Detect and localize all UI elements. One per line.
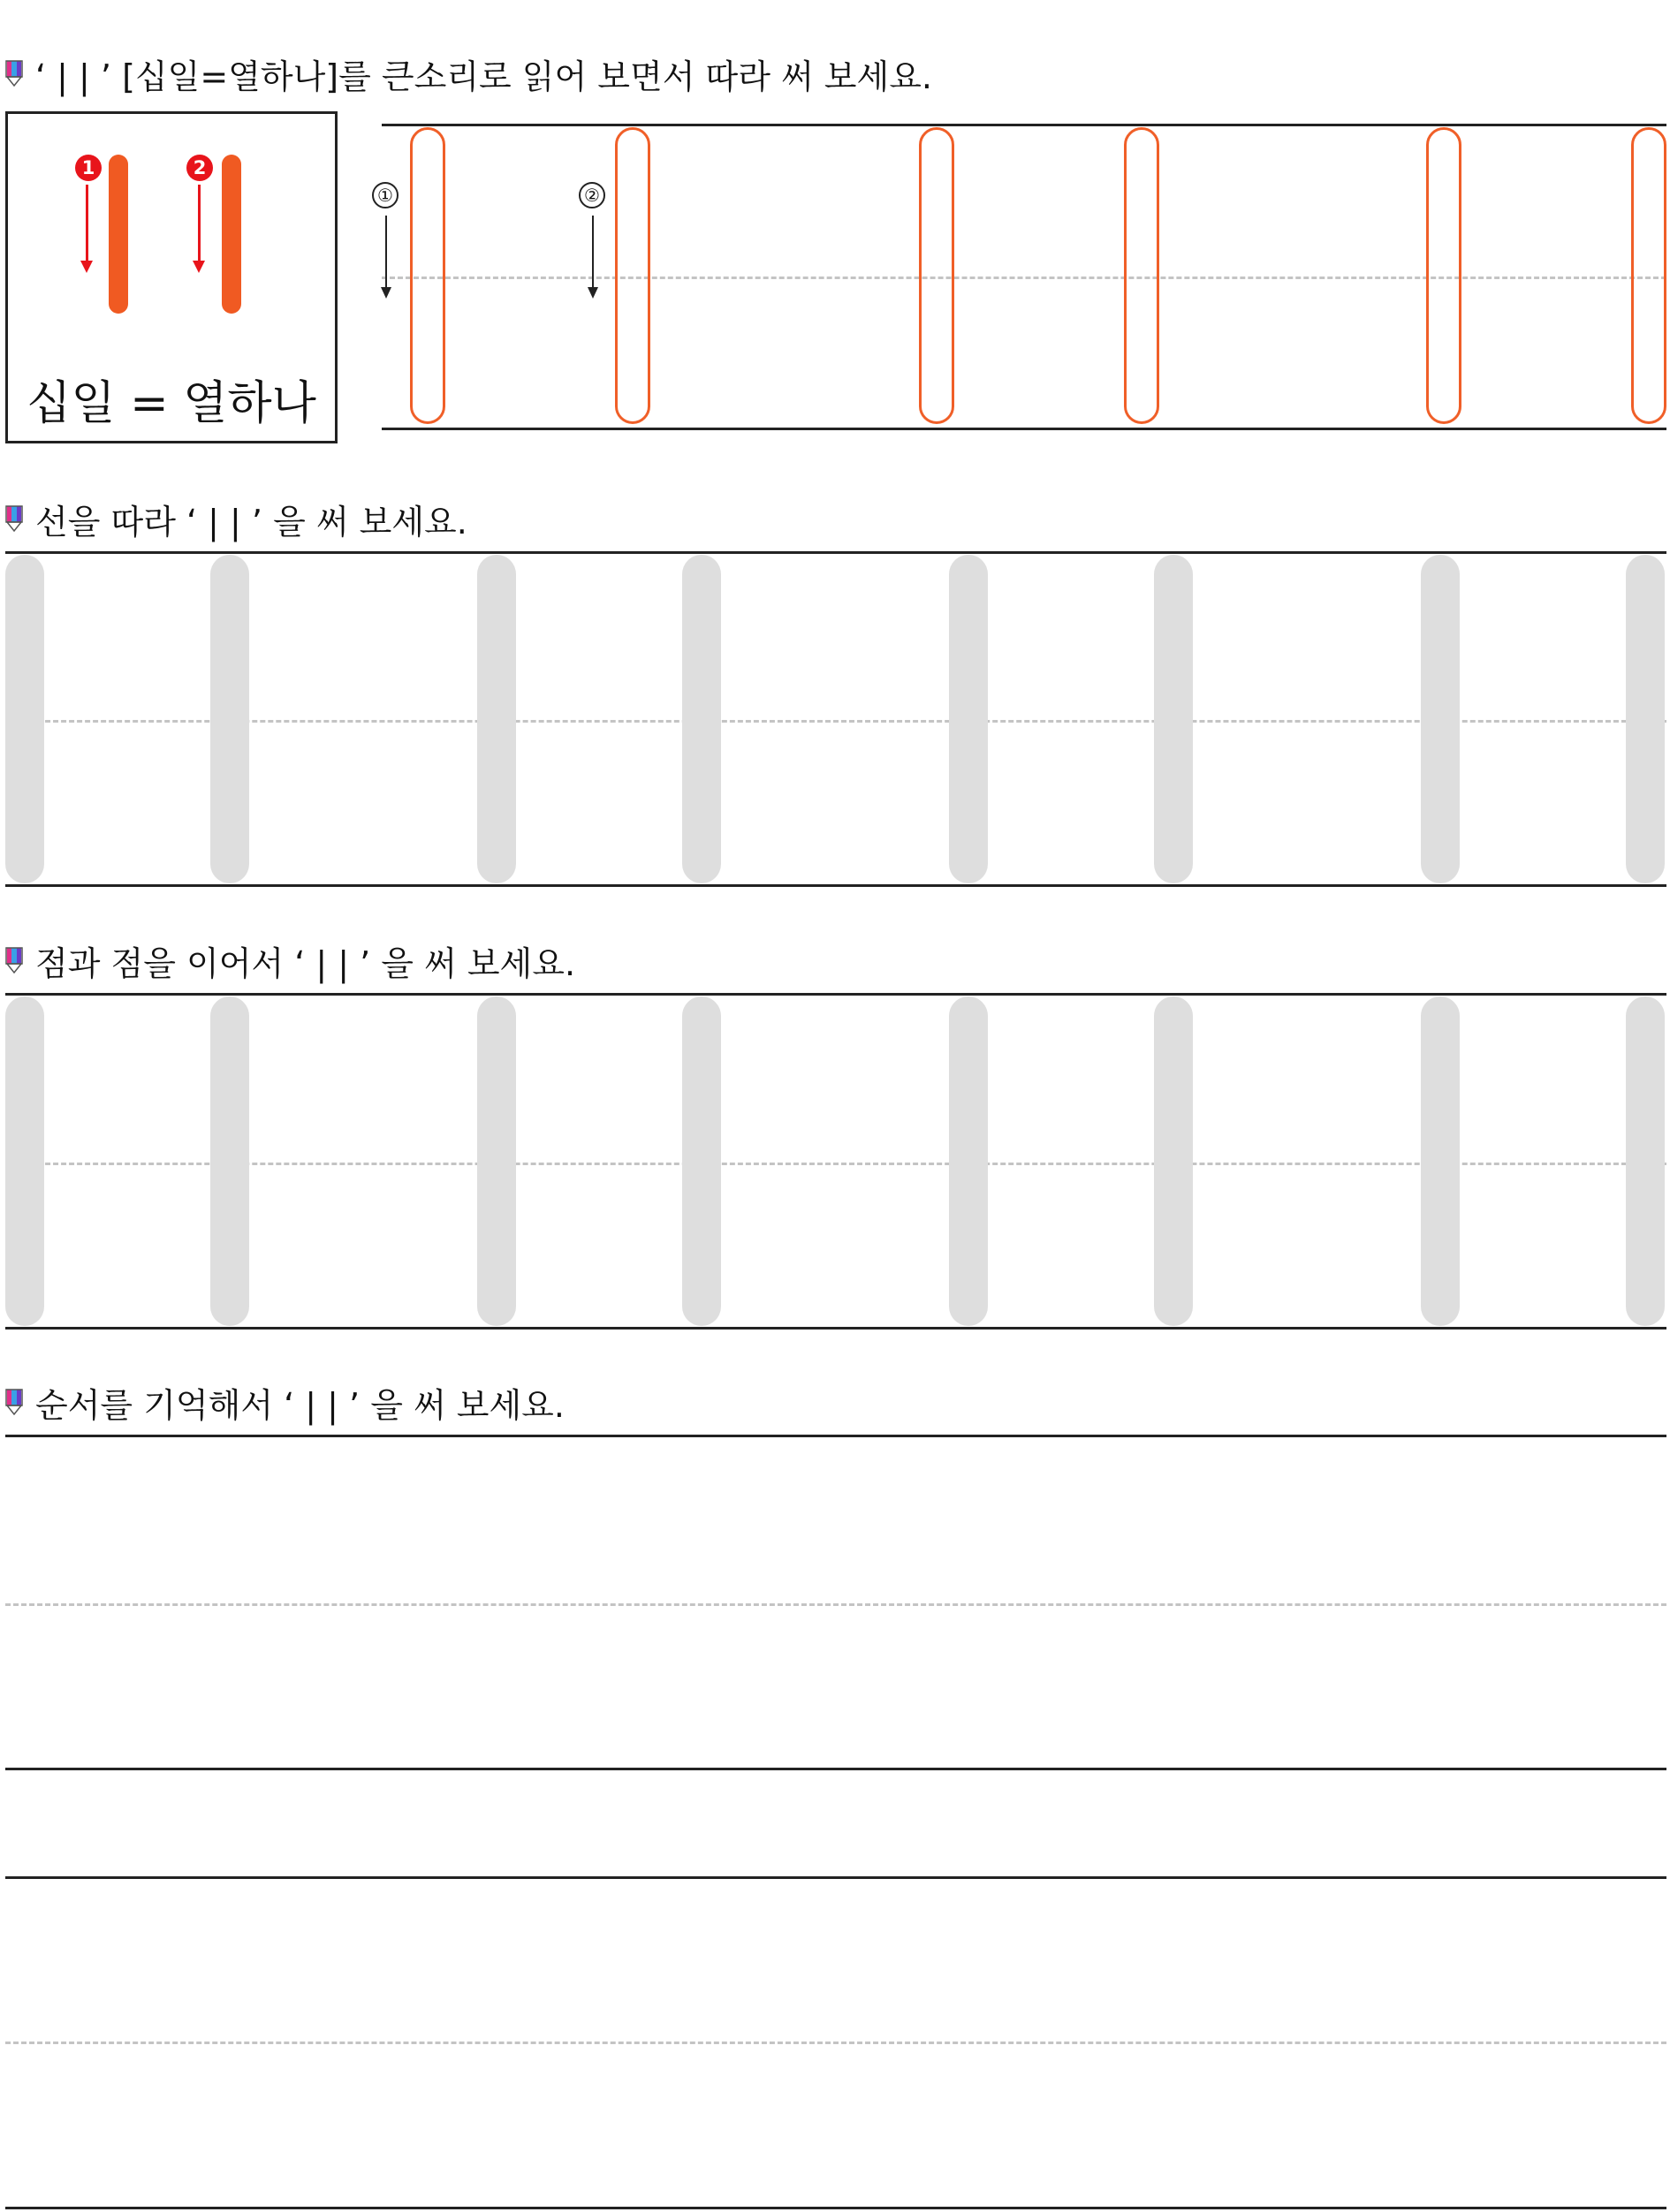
trace-stroke[interactable]: [1626, 996, 1665, 1326]
step-2-mark: ②: [579, 182, 605, 208]
sample-stroke-2: [222, 155, 241, 314]
trace-stroke[interactable]: [210, 555, 249, 883]
row-1-guide-dash: [382, 276, 1666, 279]
free-row-1-bottom-line: [5, 1768, 1666, 1770]
outline-stroke[interactable]: [615, 127, 650, 424]
free-writing-area-2[interactable]: [5, 1880, 1666, 2206]
outline-stroke[interactable]: [919, 127, 954, 424]
row-1-bottom-line: [382, 428, 1666, 430]
trace-stroke[interactable]: [1421, 555, 1460, 883]
pencil-icon: [5, 947, 23, 973]
step-2-down-arrow-icon: [592, 216, 594, 295]
section-4-instruction: 순서를 기억해서 ‘ | | ’ 을 써 보세요.: [35, 1385, 565, 1425]
section-1-heading: [5, 51, 932, 95]
trace-stroke[interactable]: [477, 555, 516, 883]
trace-stroke[interactable]: [1154, 555, 1193, 883]
trace-stroke[interactable]: [949, 996, 988, 1326]
step-2-badge: 2: [186, 155, 213, 181]
section-1-instruction: ‘ | | ’ [십일=열하나]를 큰소리로 읽어 보면서 따라 써 보세요.: [35, 57, 932, 96]
outline-stroke[interactable]: [1426, 127, 1461, 424]
row-2-guide-dash: [5, 720, 1666, 723]
trace-stroke[interactable]: [682, 555, 721, 883]
pencil-icon: [5, 505, 23, 532]
section-3-instruction: 점과 점을 이어서 ‘ | | ’ 을 써 보세요.: [35, 943, 576, 983]
section-2-instruction: 선을 따라 ‘ | | ’ 을 써 보세요.: [35, 502, 467, 542]
step-1-down-arrow-icon: [385, 216, 387, 295]
trace-stroke[interactable]: [5, 555, 44, 883]
step-2-arrow-icon: [198, 185, 201, 269]
trace-stroke[interactable]: [477, 996, 516, 1326]
step-1-mark: ①: [372, 182, 399, 208]
free-writing-area-1[interactable]: [5, 1438, 1666, 1767]
free-row-1-top-line: [5, 1435, 1666, 1437]
outline-stroke[interactable]: [410, 127, 445, 424]
section-4-heading: [5, 1380, 565, 1424]
trace-stroke[interactable]: [949, 555, 988, 883]
trace-stroke[interactable]: [5, 996, 44, 1326]
pencil-icon: [5, 60, 23, 87]
row-2-top-line: [5, 551, 1666, 554]
outline-stroke[interactable]: [1631, 127, 1666, 424]
section-2-heading: [5, 496, 467, 541]
outline-stroke[interactable]: [1124, 127, 1159, 424]
trace-stroke[interactable]: [1154, 996, 1193, 1326]
section-3-heading: [5, 938, 575, 982]
pencil-icon: [5, 1389, 23, 1415]
guide-label: 십일 = 열하나: [27, 377, 316, 430]
row-3-bottom-line: [5, 1327, 1666, 1329]
row-3-top-line: [5, 993, 1666, 996]
free-row-2-top-line: [5, 1876, 1666, 1879]
trace-stroke[interactable]: [210, 996, 249, 1326]
row-1-top-line: [382, 124, 1666, 126]
row-3-guide-dash: [5, 1163, 1666, 1165]
step-1-arrow-icon: [86, 185, 88, 269]
step-1-badge: 1: [75, 155, 102, 181]
trace-stroke[interactable]: [1626, 555, 1665, 883]
sample-stroke-1: [109, 155, 128, 314]
trace-stroke[interactable]: [682, 996, 721, 1326]
trace-stroke[interactable]: [1421, 996, 1460, 1326]
free-row-2-bottom-line: [5, 2207, 1666, 2209]
row-2-bottom-line: [5, 884, 1666, 887]
